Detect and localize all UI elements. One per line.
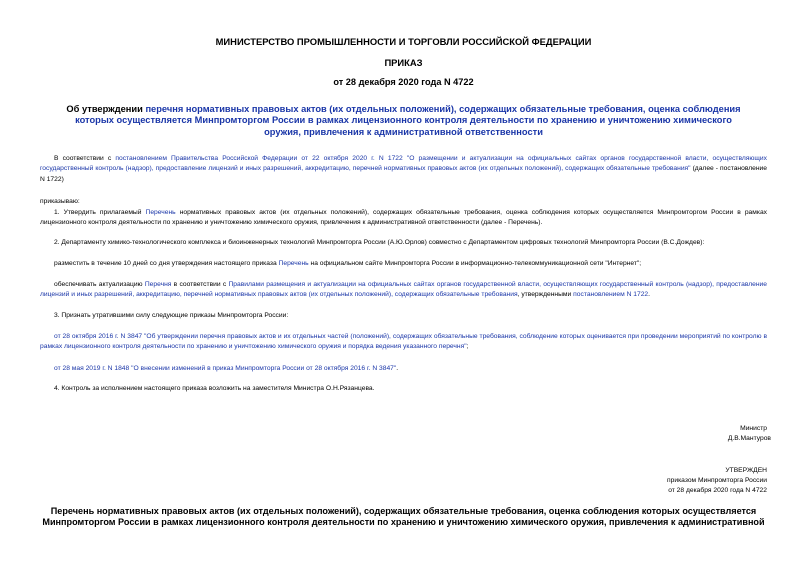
signature-name: Д.В.Мантуров: [727, 435, 771, 442]
order-1848-link[interactable]: от 28 мая 2019 г. N 1848 "О внесении изменений в приказ Минпромторга России от 28 октября 2016 г. N 3847": [54, 365, 397, 372]
decree-link[interactable]: постановлением N 1722: [573, 291, 649, 299]
item-2b-mid: в соответствии с: [171, 281, 229, 288]
preamble-text-start: В соответствии с: [54, 155, 116, 162]
document-date-number: от 28 декабря 2020 года N 4722: [333, 77, 474, 87]
item-3b-end: .: [396, 365, 399, 372]
approval-line-3: от 28 декабря 2020 года N 4722: [668, 487, 767, 494]
item-1: [40, 208, 767, 229]
item-2a-text: на официальном сайте Минпромторга России в информационно-телекоммуникационной сети "Интернет";: [308, 260, 642, 267]
preamble-paragraph: [40, 154, 767, 185]
document-title: [58, 104, 749, 138]
decree-1722-link[interactable]: постановлением Правительства Российской Федерации от 22 октября 2020 г. N 1722 "О размещении и актуализации на официальных сайтах органов государственной власти, осуществляющих государственный контроль (надзор), предоставление лицензий и иных разрешений, аккредитацию, перечней нормативных правовых актов (их отдельных положений), содержащих обязательные требования": [40, 155, 767, 173]
approval-line-1: УТВЕРЖДЕН: [725, 467, 767, 474]
title-link[interactable]: перечня нормативных правовых актов (их отдельных положений), содержащих обязательные требования, оценка соблюдения которых осуществляется Минпромторгом России в рамках лицензионного контроля деятельности по хранению и уничтожению химического оружия, привлечения к административной ответственности: [75, 104, 741, 137]
approval-line-2: приказом Минпромторга России: [667, 477, 767, 484]
list-title: Перечень нормативных правовых актов (их отдельных положений), содержащих обязательные требования, оценка соблюдения которых осуществляется Минпромторгом России в рамках лицензионного контроля деятельности по хранению и уничтожению химического оружия, привлечения к административной: [42, 506, 765, 528]
item-3a-end: ;: [466, 343, 469, 351]
item-2b-prefix: обеспечивать актуализацию: [54, 281, 145, 288]
ministry-heading: МИНИСТЕРСТВО ПРОМЫШЛЕННОСТИ И ТОРГОВЛИ РОССИЙСКОЙ ФЕДЕРАЦИИ: [215, 36, 592, 47]
list-link[interactable]: Перечень: [145, 209, 176, 216]
item-1-prefix: 1. Утвердить прилагаемый: [54, 209, 146, 216]
rules-link[interactable]: Правилами размещения и актуализации на официальных сайтах органов государственной власти, осуществляющих государственный контроль (надзор), предоставление лицензий и иных разрешений, аккредитацию, перечней нормативных правовых актов (их отдельных положений), содержащих обязательные требования: [40, 281, 768, 299]
title-prefix: Об утверждении: [66, 104, 146, 114]
item-2: 2. Департаменту химико-технологического комплекса и биоинженерных технологий Минпромторга России (А.Ю.Орлов) совместно с Департаментом цифровых технологий Минпромторга России (В.С.Дождев):: [54, 239, 705, 246]
item-3: 3. Признать утратившими силу следующие приказы Минпромторга России:: [54, 312, 289, 319]
item-2b-end: .: [648, 291, 650, 299]
item-1-text: нормативных правовых актов (их отдельных положений), содержащих обязательные требования, оценка соблюдения которых осуществляется Минпромторгом России в рамках лицензионного контроля деятельности по хранению и уничтожению химического оружия, привлечения к административной ответственности (далее - Перечень).: [40, 209, 768, 227]
item-4: 4. Контроль за исполнением настоящего приказа возложить на заместителя Министра О.Н.Рязанцева.: [54, 385, 375, 392]
item-2b: [40, 280, 767, 301]
signature-position: Министр: [740, 425, 767, 432]
orders-line: приказываю:: [40, 198, 80, 205]
item-2b-mid2: , утвержденными: [517, 291, 574, 299]
order-3847-link[interactable]: от 28 октября 2016 г. N 3847 "Об утверждении перечня правовых актов и их отдельных частей (положений), содержащих обязательные требования, соблюдение которых оценивается при проведении мероприятий по контролю в рамках лицензионного контроля деятельности по хранению и уничтожению химического оружия и порядка ведения указанного перечня": [40, 333, 767, 351]
document-type-heading: ПРИКАЗ: [384, 57, 423, 68]
item-3b: [40, 364, 767, 374]
list-link-3[interactable]: Перечня: [144, 281, 172, 288]
list-link-2[interactable]: Перечень: [278, 260, 309, 267]
item-2a-prefix: разместить в течение 10 дней со дня утверждения настоящего приказа: [54, 260, 279, 267]
item-2a: [40, 259, 767, 269]
preamble-text-end: (далее - постановление N 1722): [40, 165, 767, 183]
item-3a: [40, 332, 767, 353]
